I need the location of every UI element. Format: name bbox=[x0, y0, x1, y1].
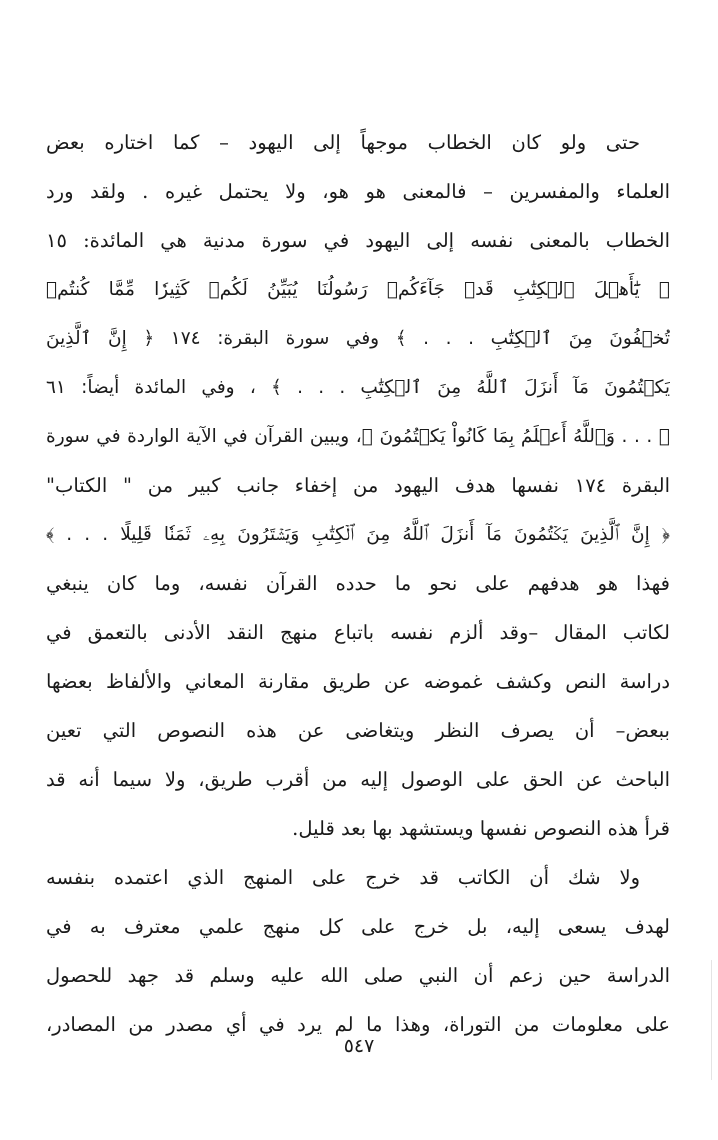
paragraph-line: لهدف يسعى إليه، بل خرج على كل منهج علمي معترف به في bbox=[46, 915, 670, 938]
quran-verse-line: ﴿ إِنَّ ٱلَّذِينَ يَكۡتُمُونَ مَآ أَنزَلَ ٱللَّهُ مِنَ ٱلۡكِتَٰبِ وَيَشۡتَرُونَ بِهِۦ ثَمَنٗا قَلِيلًا . . . ﴾ bbox=[46, 524, 670, 545]
paragraph-line: قرأ هذه النصوص نفسها ويستشهد بها بعد قليل. bbox=[292, 817, 670, 840]
paragraph-line: على معلومات من التوراة، وهذا ما لم يرد في أي مصدر من المصادر، bbox=[46, 1013, 670, 1036]
paragraph-line: البقرة ١٧٤ نفسها هدف اليهود من إخفاء جانب كبير من " الكتاب" bbox=[46, 474, 670, 497]
quran-verse-line: يَكۡتُمُونَ مَآ أَنزَلَ ٱللَّهُ مِنَ ٱلۡكِتَٰبِ . . . ﴾ ، وفي المائدة أيضاً: ٦١ bbox=[46, 377, 670, 398]
paragraph-line: ببعض– أن يصرف النظر ويتغاضى عن هذه النصوص التي تعين bbox=[46, 719, 670, 742]
quran-verse-line: ﴿ . . . وَٱللَّهُ أَعۡلَمُ بِمَا كَانُواْ يَكۡتُمُونَ ﴾، ويبين القرآن في الآية الواردة في سورة bbox=[46, 426, 670, 447]
paragraph-line: دراسة النص وكشف غموضه عن طريق مقارنة المعاني والألفاظ بعضها bbox=[46, 670, 670, 693]
page-edge-shadow bbox=[711, 960, 712, 1080]
paragraph-line: الدراسة حين زعم أن النبي صلى الله عليه وسلم قد جهد للحصول bbox=[46, 964, 670, 987]
quran-verse-line: تُخۡفُونَ مِنَ ٱلۡكِتَٰبِ . . . ﴾ وفي سورة البقرة: ١٧٤ ﴿ إِنَّ ٱلَّذِينَ bbox=[46, 328, 670, 349]
quran-verse-line: ﴿ يَٰٓأَهۡلَ ٱلۡكِتَٰبِ قَدۡ جَآءَكُمۡ رَسُولُنَا يُبَيِّنُ لَكُمۡ كَثِيرٗا مِّمَّا كُنتُمۡ bbox=[46, 279, 670, 300]
paragraph-line: ولا شك أن الكاتب قد خرج على المنهج الذي اعتمده بنفسه bbox=[46, 866, 640, 889]
paragraph-line: الخطاب بالمعنى نفسه إلى اليهود في سورة مدنية هي المائدة: ١٥ bbox=[46, 229, 670, 252]
paragraph-line: فهذا هو هدفهم على نحو ما حدده القرآن نفسه، وما كان ينبغي bbox=[46, 572, 670, 595]
page-number: ٥٤٧ bbox=[343, 1035, 375, 1057]
paragraph-line: الباحث عن الحق على الوصول إليه من أقرب طريق، ولا سيما أنه قد bbox=[46, 768, 670, 791]
paragraph-line: لكاتب المقال –وقد ألزم نفسه باتباع منهج النقد الأدنى بالتعمق في bbox=[46, 621, 670, 644]
paragraph-line: حتى ولو كان الخطاب موجهاً إلى اليهود – كما اختاره بعض bbox=[46, 131, 640, 154]
paragraph-line: العلماء والمفسرين – فالمعنى هو هو، ولا يحتمل غيره . ولقد ورد bbox=[46, 180, 670, 203]
body-text bbox=[46, 118, 670, 1049]
